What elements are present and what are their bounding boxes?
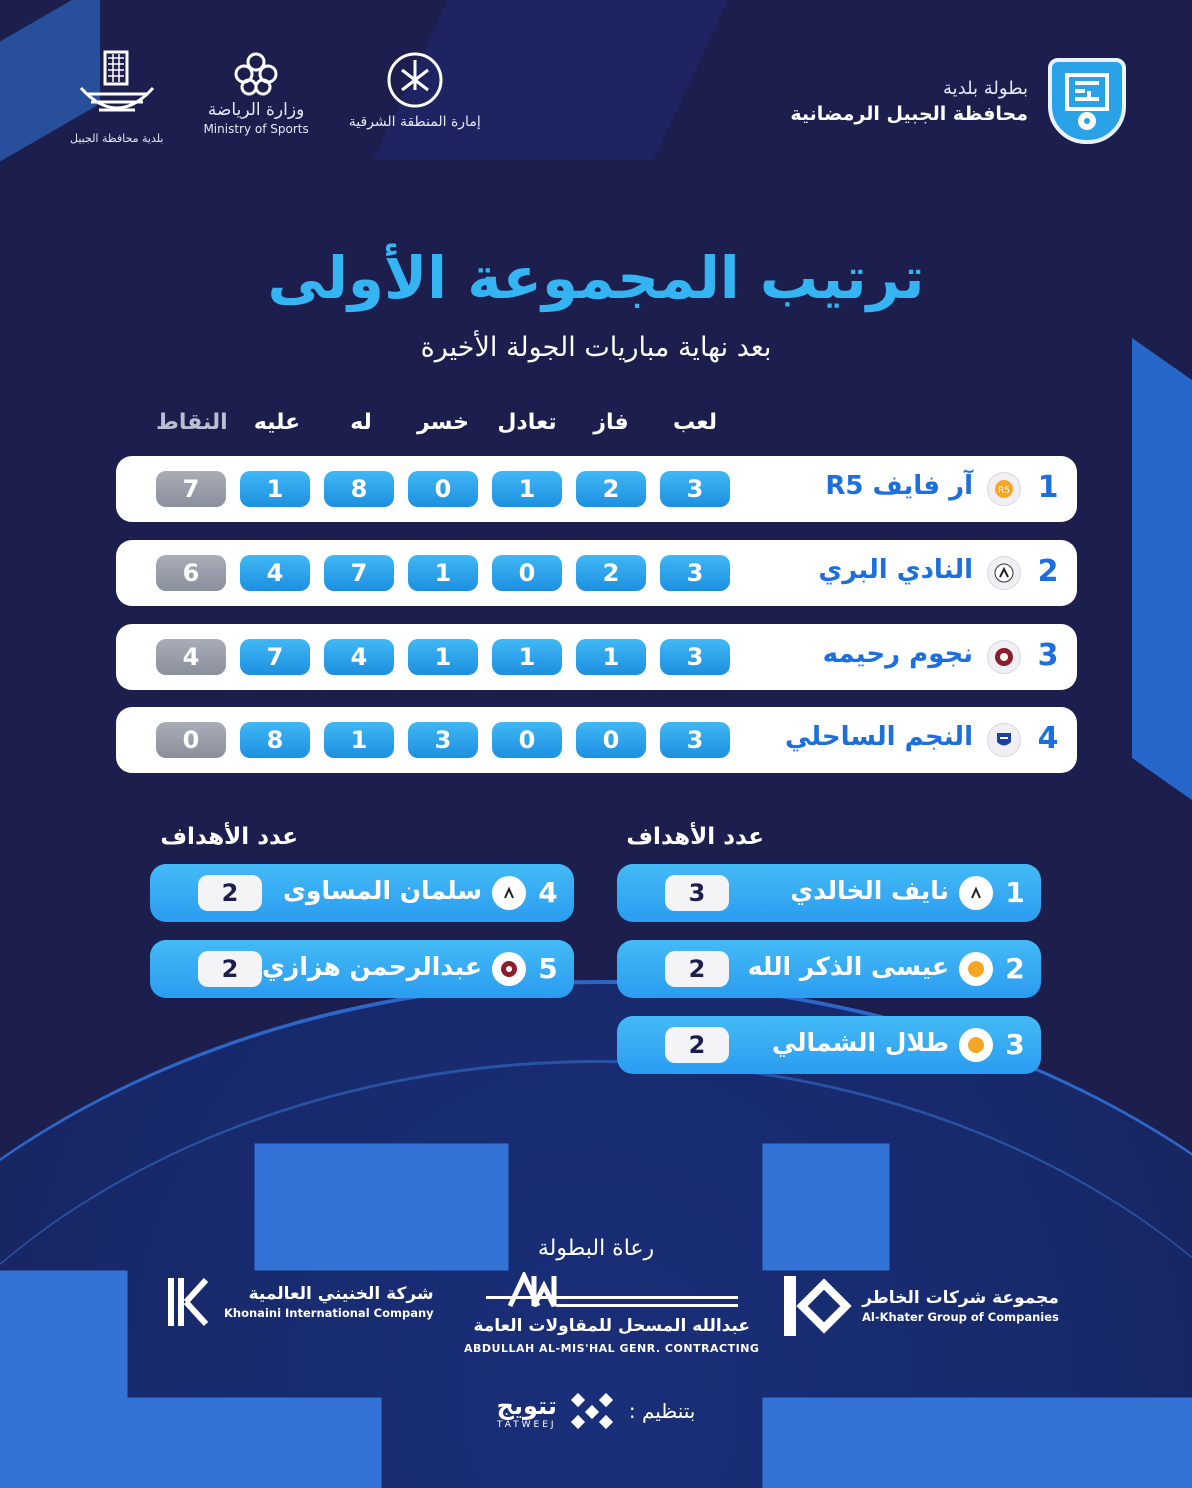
sponsor-name-ar: شركة الخنيني العالمية: [248, 1284, 434, 1304]
scorer-row: [617, 1016, 1041, 1074]
ministry-of-sports-logo: [203, 50, 308, 136]
stat-points: 7: [156, 471, 226, 507]
stat-won: 2: [576, 471, 646, 507]
col-header-won: فاز: [593, 410, 629, 435]
col-header-points: النقاط: [156, 410, 228, 435]
stat-goals-against: 1: [240, 471, 310, 507]
sponsor-name-ar: مجموعة شركات الخاطر: [862, 1288, 1059, 1308]
stat-won: 0: [576, 722, 646, 758]
stat-goals-for: 1: [324, 722, 394, 758]
team-rank: 2: [1037, 554, 1059, 589]
stat-goals-against: 4: [240, 555, 310, 591]
team-logo-icon: [987, 556, 1021, 590]
stat-goals-for: 8: [324, 471, 394, 507]
organizer-name-en: TATWEEJ: [496, 1420, 557, 1430]
stat-played: 3: [660, 722, 730, 758]
stat-lost: 3: [408, 722, 478, 758]
team-logo-icon: [987, 723, 1021, 757]
stat-goals-for: 7: [324, 555, 394, 591]
team-name: آر فايف R5: [825, 471, 973, 501]
team-logo-icon: [987, 640, 1021, 674]
team-logo-icon: [987, 472, 1021, 506]
almishal-logo-icon: [486, 1272, 738, 1312]
sponsor-alkhater: [782, 1274, 1059, 1338]
scorer-goals: 2: [198, 951, 262, 987]
municipality-logo-caption: بلدية محافظة الجبيل: [70, 132, 164, 145]
tournament-shield-icon: [1048, 58, 1126, 144]
brand-line2: محافظة الجبيل الرمضانية: [790, 102, 1028, 125]
sponsor-almishal: [464, 1272, 759, 1355]
team-name: النجم الساحلي: [784, 722, 973, 752]
scorer-rank: 5: [538, 952, 558, 985]
stat-played: 3: [660, 555, 730, 591]
scorer-team-icon: [959, 952, 993, 986]
stat-drawn: 1: [492, 471, 562, 507]
team-rank: 3: [1037, 638, 1059, 673]
scorer-name: طلال الشمالي: [771, 1028, 949, 1057]
table-row: [116, 624, 1077, 690]
team-rank: 4: [1037, 721, 1059, 756]
scorer-row: [617, 940, 1041, 998]
scorer-name: سلمان المساوى: [283, 876, 482, 905]
scorer-team-icon: [492, 952, 526, 986]
scorers-title-right: عدد الأهداف: [626, 824, 764, 850]
scorer-goals: 3: [665, 875, 729, 911]
scorers-title-left: عدد الأهداف: [160, 824, 298, 850]
khonaini-logo-icon: [162, 1274, 214, 1330]
stat-points: 6: [156, 555, 226, 591]
scorer-row: [150, 864, 574, 922]
stat-won: 1: [576, 639, 646, 675]
sponsor-name-en: Al-Khater Group of Companies: [862, 1310, 1059, 1324]
scorer-goals: 2: [665, 1027, 729, 1063]
team-rank: 1: [1037, 470, 1059, 505]
brand-line1: بطولة بلدية: [942, 77, 1028, 99]
svg-text:R5: R5: [998, 486, 1010, 496]
background-shape: [1132, 338, 1192, 842]
alkhater-logo-icon: [782, 1274, 852, 1338]
scorer-rank: 1: [1005, 876, 1025, 909]
scorer-row: [617, 864, 1041, 922]
scorer-team-icon: [959, 1028, 993, 1062]
stat-won: 2: [576, 555, 646, 591]
partner-logos: [70, 50, 481, 145]
stat-played: 3: [660, 639, 730, 675]
col-header-played: لعب: [673, 410, 717, 435]
scorer-name: عبدالرحمن هزازي: [262, 952, 482, 981]
table-row: [116, 707, 1077, 773]
stat-goals-for: 4: [324, 639, 394, 675]
scorer-row: [150, 940, 574, 998]
table-row: [116, 540, 1077, 606]
stat-drawn: 0: [492, 722, 562, 758]
stat-played: 3: [660, 471, 730, 507]
sponsor-name-en: ABDULLAH AL-MIS'HAL GENR. CONTRACTING: [464, 1342, 760, 1355]
scorer-name: نايف الخالدي: [790, 876, 949, 905]
tatweej-logo-icon: [569, 1393, 617, 1429]
stat-lost: 1: [408, 555, 478, 591]
page-title: ترتيب المجموعة الأولى: [267, 244, 925, 312]
scorer-goals: 2: [665, 951, 729, 987]
sponsors-title: رعاة البطولة: [537, 1236, 655, 1261]
sponsor-name-ar: عبدالله المسحل للمقاولات العامة: [473, 1316, 751, 1336]
col-header-drawn: تعادل: [497, 410, 557, 435]
scorer-rank: 3: [1005, 1028, 1025, 1061]
municipality-logo: [70, 50, 163, 145]
col-header-goals-against: عليه: [253, 410, 301, 435]
table-row: [116, 456, 1077, 522]
stat-points: 4: [156, 639, 226, 675]
page-subtitle: بعد نهاية مباريات الجولة الأخيرة: [420, 332, 772, 363]
stat-lost: 1: [408, 639, 478, 675]
organizer-name: تتويج: [496, 1392, 557, 1420]
stat-drawn: 1: [492, 639, 562, 675]
scorer-rank: 4: [538, 876, 558, 909]
stat-goals-against: 8: [240, 722, 310, 758]
scorer-rank: 2: [1005, 952, 1025, 985]
sponsor-khonaini: [162, 1274, 434, 1330]
tournament-brand: [790, 58, 1126, 144]
scorer-name: عيسى الذكر الله: [747, 952, 949, 981]
ministry-of-sports-ar: وزارة الرياضة: [207, 100, 305, 120]
sponsor-name-en: Khonaini International Company: [224, 1306, 434, 1320]
team-name: النادي البري: [818, 555, 973, 585]
scorer-team-icon: [959, 876, 993, 910]
scorer-team-icon: [492, 876, 526, 910]
stat-goals-against: 7: [240, 639, 310, 675]
ministry-of-sports-en: Ministry of Sports: [203, 122, 309, 136]
stat-points: 0: [156, 722, 226, 758]
stat-drawn: 0: [492, 555, 562, 591]
stat-lost: 0: [408, 471, 478, 507]
col-header-lost: خسر: [417, 410, 469, 435]
scorer-goals: 2: [198, 875, 262, 911]
eastern-province-caption: إمارة المنطقة الشرقية: [348, 114, 481, 130]
organizer: [0, 1392, 1192, 1430]
col-header-goals-for: له: [350, 410, 372, 435]
team-name: نجوم رحيمه: [822, 639, 973, 669]
organizer-label: بتنظيم :: [628, 1399, 696, 1423]
eastern-province-logo: [349, 50, 481, 130]
